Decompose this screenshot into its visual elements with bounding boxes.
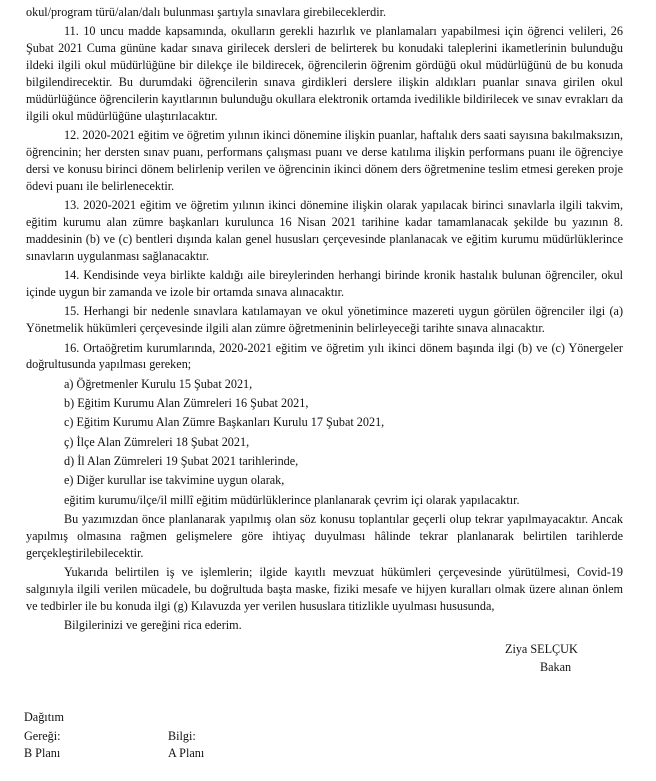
document-body	[26, 4, 623, 636]
paragraph-12: 12. 2020-2021 eğitim ve öğretim yılının ikinci dönemine ilişkin puanlar, haftalık ders saati sayısına bakılmaksızın, öğrencinin; her dersten sınav puanı, performans çalışması puanı ve derse katılıma ilişkin performans puanı ile öğrenciye dersi ve konusu birinci dönem belirlenip verilen ve öğrencinin ikinci dönem ders öğretmenine teslim etmesi gereken proje ödevi puanı ile belirlenecektir.	[26, 128, 624, 193]
signatory-title: Bakan	[540, 659, 572, 674]
list-item-conclusion: eğitim kurumu/ilçe/il millî eğitim müdürlüklerince planlanarak çevrim içi olarak yapılacaktır.	[64, 492, 520, 507]
distribution-info-label: Bilgi:	[168, 729, 196, 743]
signature-block	[505, 641, 625, 676]
paragraph-14: 14. Kendisinde veya birlikte kaldığı aile bireylerinden herhangi birinde kronik hastalık bulunan öğrenciler, okul içinde uygun bir zamanda ve izole bir ortamda sınava alınacaktır.	[26, 268, 623, 300]
paragraph-13: 13. 2020-2021 eğitim ve öğretim yılının ikinci dönemine ilişkin olarak yapılacak birinci sınavlarla ilgili takvim, eğitim kurumu alan zümre başkanları kurulunca 16 Nisan 2021 tarihine kadar tamamlanacak şekilde bu yazının 8. maddesinin (b) ve (c) bentleri dışında kalan genel hususları çerçevesinde planlanacak ve eğitim kurumu müdürlüklerince sınavların uygulanması sağlanacaktır.	[26, 198, 623, 263]
distribution-action-value: B Planı	[24, 745, 61, 760]
list-item-b: b) Eğitim Kurumu Alan Zümreleri 16 Şubat 2021,	[64, 396, 309, 411]
distribution-info-value: A Planı	[168, 745, 205, 760]
distribution-action-label: Gereği:	[24, 729, 61, 743]
distribution-action	[24, 728, 61, 762]
list-item-d: d) İl Alan Zümreleri 19 Şubat 2021 tarihlerinde,	[64, 453, 299, 468]
intro-line: okul/program türü/alan/dalı bulunması şartıyla sınavlara girebileceklerdir.	[26, 5, 387, 19]
distribution-info	[168, 728, 204, 762]
paragraph-11: 11. 10 uncu madde kapsamında, okulların gerekli hazırlık ve planlamaları yapabilmesi için öğrenci velileri, 26 Şubat 2021 Cuma gününe kadar sınava girilecek dersleri de belirterek bu konudaki taleplerini ikametlerinin bulunduğu ildeki ilgili okul müdürlüğüne bir dilekçe ile bildirecek, öğrencilerin öğrenim gördüğü okul müdürlüğünü de bu konuda bilgilendirecektir. Bu durumdaki öğrencilerin sınava girdikleri derslere ilişkin aldıkları puanlar sınava girilen okul müdürlüğünce öğrencilerin kayıtlarının bulunduğu okullara elektronik ortamda ivedilikle bildirilecek ve sınav evrakları da ilgili okul müdürlüğüne ulaştırılacaktır.	[26, 24, 623, 123]
list-item-cc: ç) İlçe Alan Zümreleri 18 Şubat 2021,	[64, 434, 250, 449]
signatory-name: Ziya SELÇUK	[505, 642, 578, 656]
list-item-e: e) Diğer kurullar ise takvimine uygun olarak,	[64, 473, 285, 488]
closing-paragraph-meetings: Bu yazımızdan önce planlanarak yapılmış olan söz konusu toplantılar geçerli olup tekrar yapılmayacaktır. Ancak yapılmış olmasına rağmen gelişmelere göre ihtiyaç duyulması hâlinde tekrar planlanarak belirtilen tarihlerde gerçekleştirilebilecektir.	[26, 511, 623, 560]
closing-line: Bilgilerinizi ve gereğini rica ederim.	[64, 618, 242, 633]
distribution-title: Dağıtım	[24, 710, 64, 724]
paragraph-15: 15. Herhangi bir nedenle sınavlara katılamayan ve okul yönetimince mazereti uygun görülen öğrenciler ilgi (a) Yönetmelik hükümleri çerçevesinde ilgili alan zümre öğretmeninin belirleyeceği tarihte sınava alınacaktır.	[26, 304, 623, 336]
list-item-a: a) Öğretmenler Kurulu 15 Şubat 2021,	[64, 376, 253, 391]
closing-paragraph-covid: Yukarıda belirtilen iş ve işlemlerin; ilgide kayıtlı mevzuat hükümleri çerçevesinde yürütülmesi, Covid-19 salgınıyla ilgili verilen mücadele, bu doğrultuda başta maske, fiziki mesafe ve hijyen kuralları olmak üzere alınan önlem ve tedbirler ile bu konuda ilgi (g) Kılavuzda yer verilen hususlara titizlikle uyulması hususunda,	[26, 564, 623, 613]
paragraph-16: 16. Ortaöğretim kurumlarında, 2020-2021 eğitim ve öğretim yılı ikinci dönem başında ilgi (b) ve (c) Yönergeler doğrultusunda yapılması gereken;	[26, 340, 623, 372]
list-item-c: c) Eğitim Kurumu Alan Zümre Başkanları Kurulu 17 Şubat 2021,	[64, 415, 385, 430]
